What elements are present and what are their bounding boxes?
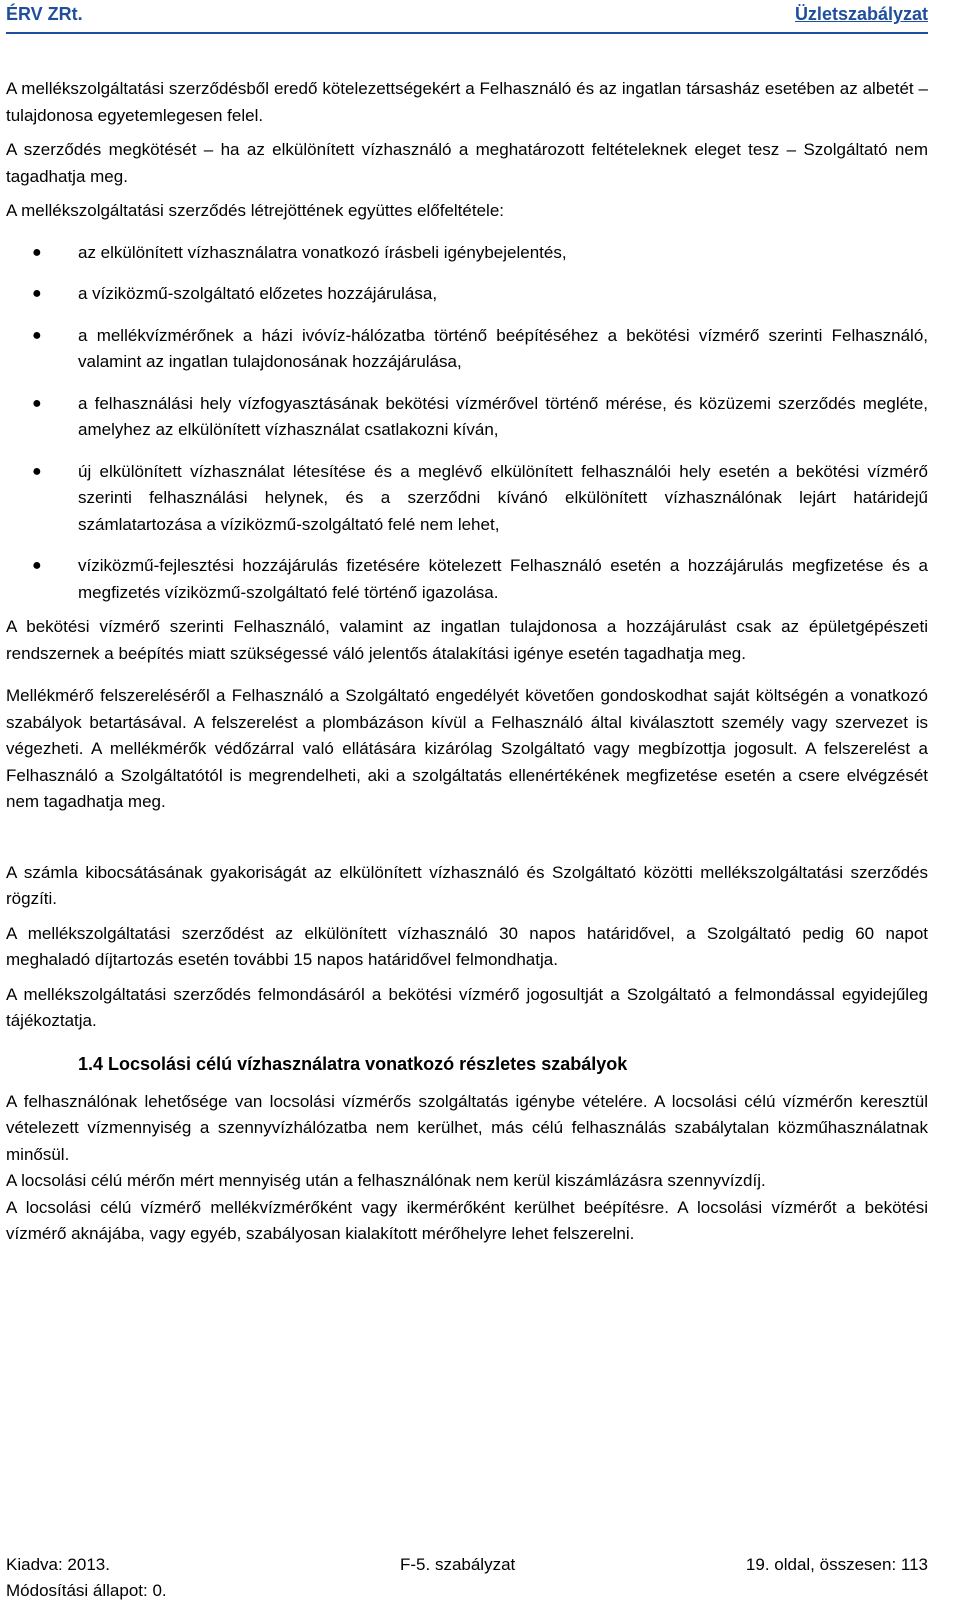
document-title: Üzletszabályzat bbox=[794, 4, 928, 24]
list-item: ● az elkülönített vízhasználatra vonatkozó írásbeli igénybejelentés, bbox=[6, 240, 928, 267]
paragraph-termination-notice: A mellékszolgáltatási szerződés felmondásáról a bekötési vízmérő jogosultját a Szolgáltató a felmondással egyidejűleg tájékoztatja. bbox=[6, 984, 928, 1030]
list-item: ● a víziközmű-szolgáltató előzetes hozzájárulása, bbox=[6, 281, 928, 308]
paragraph-irrigation-service: A felhasználónak lehetősége van locsolási vízmérős szolgáltatás igénybe vételére. A locsolási célú vízmérőn keresztül vételezett vízmennyiség a szennyvízhálózatba nem kerülhet, más célú felhasználás szabálytalan közműhasználatnak minősül. bbox=[6, 1091, 928, 1164]
footer-row bbox=[6, 1578, 928, 1604]
bullet-icon: ● bbox=[32, 394, 42, 412]
issue-date: Kiadva: 2013. bbox=[6, 1555, 110, 1574]
revision-status: Módosítási állapot: 0. bbox=[6, 1581, 167, 1600]
paragraph-sewage-fee: A locsolási célú mérőn mért mennyiség után a felhasználónak nem kerül kiszámlázásra szennyvízdíj. bbox=[6, 1171, 766, 1190]
page-footer bbox=[6, 1552, 928, 1604]
paragraph-termination: A mellékszolgáltatási szerződést az elkülönített vízhasználó 30 napos határidővel, a Szolgáltató pedig 60 napot meghaladó díjtartozás esetén további 15 napos határidővel felmondhatja. bbox=[6, 923, 928, 969]
bullet-icon: ● bbox=[32, 243, 42, 261]
paragraph-preconditions: A mellékszolgáltatási szerződés létrejöttének együttes előfeltétele: bbox=[6, 201, 504, 220]
list-item: ● a mellékvízmérőnek a házi ivóvíz-hálózatba történő beépítéséhez a bekötési vízmérő szerinti Felhasználó, valamint az ingatlan tulajdonosának hozzájárulása, bbox=[6, 323, 928, 376]
header-rule bbox=[6, 32, 928, 34]
list-item: ● a felhasználási hely vízfogyasztásának bekötési vízmérővel történő mérése, és közüzemi szerződés megléte, amelyhez az elkülönített vízhasználat csatlakozni kíván, bbox=[6, 391, 928, 444]
paragraph-submeter-installation: Mellékmérő felszereléséről a Felhasználó a Szolgáltató engedélyét követően gondoskodhat saját költségén a vonatkozó szabályok betartásával. A felszerelést a plombázáson kívül a Felhasználó által kiválasztott személy vagy szervezet is végezheti. A mellékmérők védőzárral való ellátására kizárólag Szolgáltató vagy megbízottja jogosult. A felszerelést a Felhasználó a Szolgáltatótól is megrendelheti, aki a szolgáltatás ellenértékének megfizetése esetén a csere elvégzését nem tagadhatja meg. bbox=[6, 686, 928, 811]
regulation-code: F-5. szabályzat bbox=[400, 1555, 516, 1574]
page-number: 19. oldal, összesen: 113 bbox=[745, 1555, 928, 1574]
bullet-icon: ● bbox=[32, 285, 42, 302]
bullet-icon: ● bbox=[32, 462, 42, 480]
list-item: ● víziközmű-fejlesztési hozzájárulás fizetésére kötelezett Felhasználó esetén a hozzájárulás megfizetése és a megfizetés víziközmű-szolgáltató felé történő igazolása. bbox=[6, 553, 928, 606]
document-body bbox=[6, 76, 928, 1248]
paragraph-meter-installation: A locsolási célú vízmérő mellékvízmérőként vagy ikermérőként kerülhet beépítésre. A locsolási vízmérőt a bekötési vízmérő aknájába, vagy egyéb, szabályosan kialakított mérőhelyre lehet felszerelni. bbox=[6, 1197, 928, 1243]
page-header bbox=[0, 0, 960, 32]
paragraph-billing-frequency: A számla kibocsátásának gyakoriságát az elkülönített vízhasználó és Szolgáltató közötti mellékszolgáltatási szerződés rögzíti. bbox=[6, 862, 928, 908]
bullet-icon: ● bbox=[32, 326, 42, 344]
section-heading: 1.4 Locsolási célú vízhasználatra vonatkozó részletes szabályok bbox=[78, 1053, 628, 1074]
company-name: ÉRV ZRt. bbox=[6, 4, 83, 24]
preconditions-list bbox=[6, 240, 928, 607]
paragraph-consent-refusal: A bekötési vízmérő szerinti Felhasználó, valamint az ingatlan tulajdonosa a hozzájárulást csak az épületgépészeti rendszernek a beépítés miatt szükségessé váló jelentős átalakítási igénye esetén tagadhatja meg. bbox=[6, 617, 928, 663]
paragraph-contract-conclusion: A szerződés megkötését – ha az elkülönített vízhasználó a meghatározott feltételeknek eleget tesz – Szolgáltató nem tagadhatja meg. bbox=[6, 140, 928, 186]
list-item: ● új elkülönített vízhasználat létesítése és a meglévő elkülönített felhasználói hely esetén a bekötési vízmérő szerinti felhasználási helynek, és a szerződni kívánó elkülönített vízhasználónak lejárt határidejű számlatartozása a víziközmű-szolgáltató felé nem lehet, bbox=[6, 459, 928, 539]
paragraph-liability: A mellékszolgáltatási szerződésből eredő kötelezettségekért a Felhasználó és az ingatlan társasház esetében az albetét – tulajdonosa egyetemlegesen felel. bbox=[6, 79, 928, 125]
footer-row bbox=[6, 1552, 928, 1578]
bullet-icon: ● bbox=[32, 557, 42, 574]
